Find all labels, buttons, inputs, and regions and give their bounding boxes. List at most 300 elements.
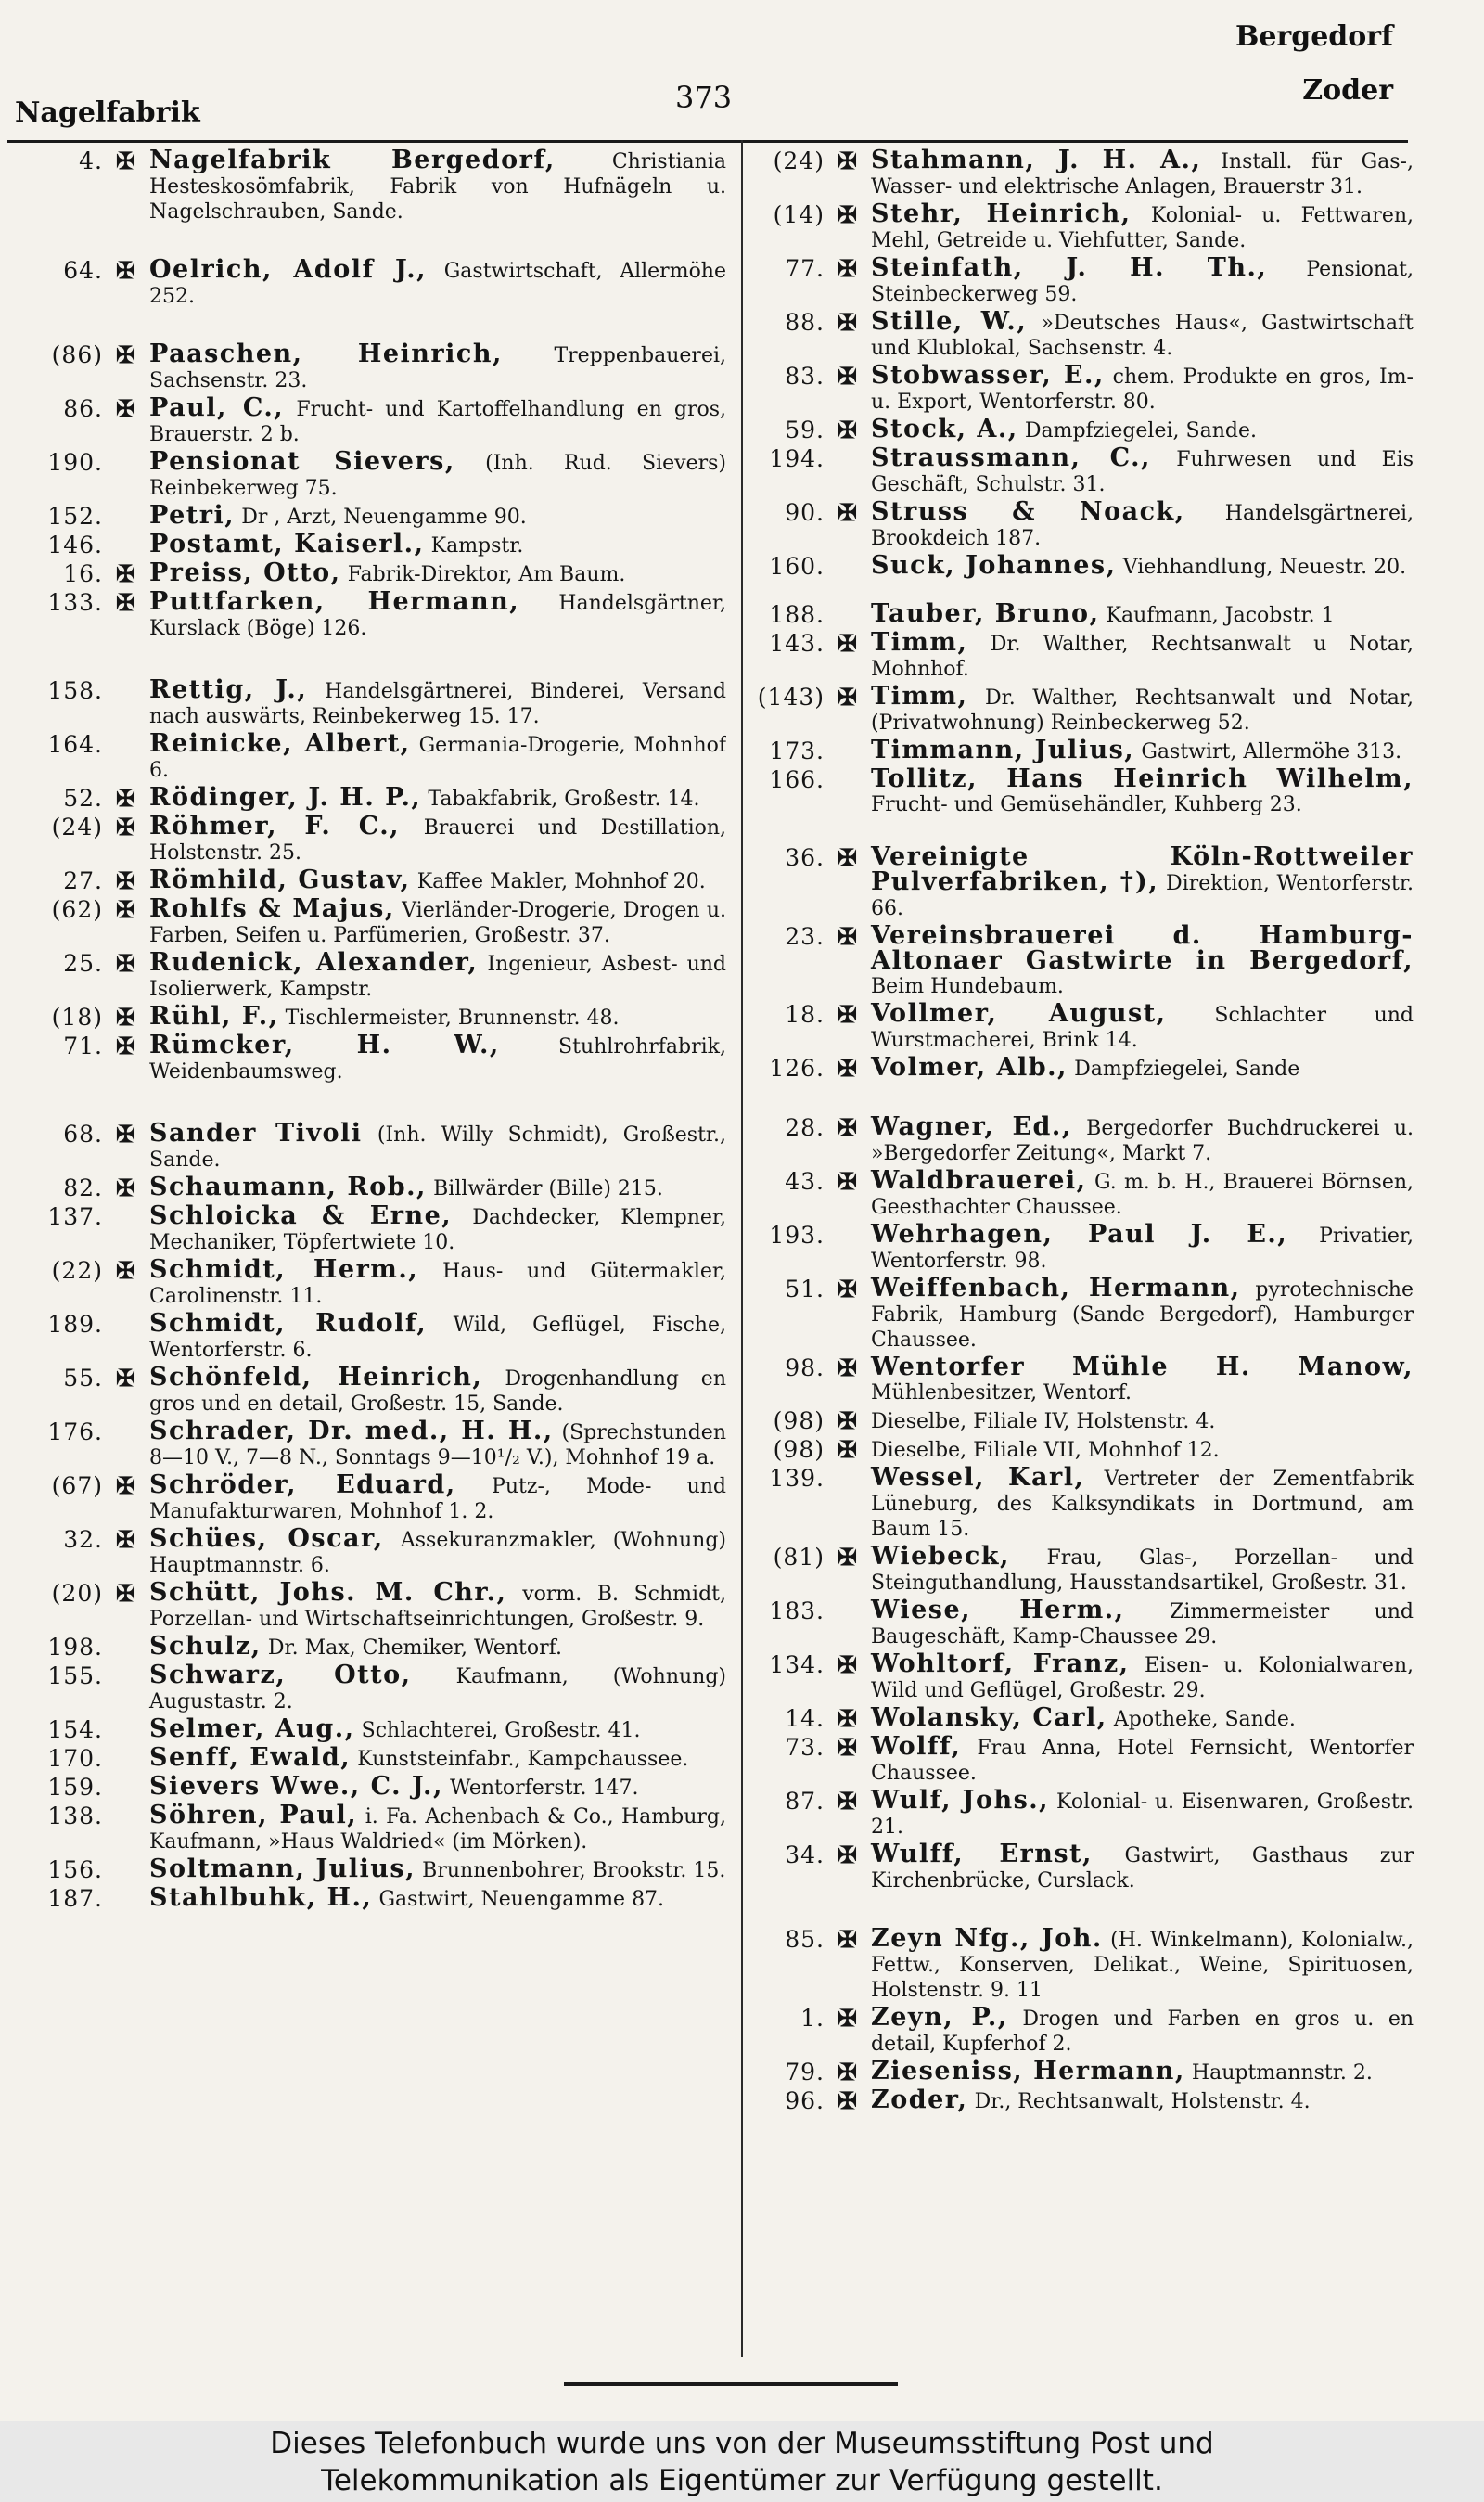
entry-name: Soltmann, Julius, xyxy=(149,1854,416,1883)
entry-text xyxy=(871,599,1414,628)
phone-number: 1. xyxy=(800,2005,825,2032)
directory-entry xyxy=(7,1033,726,1084)
directory-entry xyxy=(753,921,1414,999)
entry-description: Install. für Gas-, Wasser- und elektrische Anlagen, Brauerstr 31. xyxy=(871,150,1414,199)
entry-description: Dampfziegelei, Sande. xyxy=(1024,419,1257,443)
entry-description: Dachdecker, Klempner, Mechaniker, Töpfertwiete 10. xyxy=(149,1206,726,1254)
entry-description: Brunnenbohrer, Brookstr. 15. xyxy=(422,1859,726,1882)
phone-number: (67) xyxy=(51,1472,103,1499)
phone-number: 170. xyxy=(47,1745,103,1772)
phone-number: 166. xyxy=(769,766,825,793)
phone-number: 28. xyxy=(785,1114,825,1141)
entry-name: Wagner, Ed., xyxy=(871,1112,1072,1141)
directory-entry xyxy=(7,1663,726,1714)
directory-entry xyxy=(7,894,726,948)
entry-name: Wessel, Karl, xyxy=(871,1463,1085,1492)
directory-entry xyxy=(753,1408,1414,1434)
entry-name: Petri, xyxy=(149,501,236,530)
entry-name: Wiese, Herm., xyxy=(871,1596,1125,1624)
entry-text xyxy=(149,868,726,894)
directory-entry xyxy=(753,417,1414,443)
entry-description: Treppenbauerei, Sachsenstr. 23. xyxy=(149,344,726,392)
entry-text xyxy=(149,501,726,530)
entry-description: Putz-, Mode- und Manufakturwaren, Mohnhof 1. 2. xyxy=(149,1475,726,1523)
entry-name: Schrader, Dr. med., H. H., xyxy=(149,1417,554,1445)
phone-number: 68. xyxy=(63,1121,103,1148)
directory-entry xyxy=(7,1201,726,1255)
entry-name: Zieseniss, Hermann, xyxy=(871,2057,1185,2085)
directory-entry xyxy=(753,497,1414,551)
entry-description: Handelsgärtnerei, Binderei, Versand nach auswärts, Reinbekerweg 15. 17. xyxy=(149,680,726,728)
registry-mark-icon: ✠ xyxy=(838,630,857,657)
registry-mark-icon: ✠ xyxy=(116,950,135,977)
entry-name: Zeyn, P., xyxy=(871,2003,1008,2032)
entry-text xyxy=(871,999,1414,1053)
directory-entry xyxy=(7,1419,726,1470)
entry-name: Stahlbuhk, H., xyxy=(149,1883,373,1912)
entry-name: Suck, Johannes, xyxy=(871,551,1117,580)
entry-name: Wohltorf, Franz, xyxy=(871,1649,1130,1678)
phone-number: (86) xyxy=(51,341,103,368)
entry-text xyxy=(871,921,1414,999)
entry-description: i. Fa. Achenbach & Co., Hamburg, Kaufmann, »Haus Waldried« (im Mörken). xyxy=(149,1805,726,1854)
phone-number: 189. xyxy=(47,1311,103,1338)
entry-name: Paaschen, Heinrich, xyxy=(149,340,503,368)
phone-number: 73. xyxy=(785,1734,825,1761)
entry-description: (H. Winkelmann), Kolonialw., Fettw., Konserven, Delikat., Weine, Spirituosen, Holstenstr. 9. 11 xyxy=(871,1929,1414,2002)
phone-number: 133. xyxy=(47,589,103,616)
entry-description: G. m. b. H., Brauerei Börnsen, Geesthachter Chaussee. xyxy=(871,1171,1414,1219)
entry-name: Steinfath, J. H. Th., xyxy=(871,253,1268,282)
entry-name: Schües, Oscar, xyxy=(149,1524,384,1553)
directory-entry xyxy=(753,682,1414,736)
directory-entry xyxy=(753,199,1414,253)
entry-text xyxy=(871,1220,1414,1274)
entry-description: Dr. Walther, Rechtsanwalt und Notar, (Privatwohnung) Reinbeckerweg 52. xyxy=(871,686,1414,735)
phone-number: 137. xyxy=(47,1203,103,1230)
registry-mark-icon: ✠ xyxy=(116,257,135,284)
entry-description: (Inh. Rud. Sievers) Reinbekerweg 75. xyxy=(149,452,726,500)
entry-text xyxy=(149,558,726,587)
entry-text xyxy=(149,1255,726,1309)
registry-mark-icon: ✠ xyxy=(838,499,857,526)
registry-mark-icon: ✠ xyxy=(116,814,135,840)
entry-description: Viehhandlung, Neuestr. 20. xyxy=(1122,556,1407,579)
phone-number: 55. xyxy=(63,1365,103,1392)
entry-name: Sievers Wwe., C. J., xyxy=(149,1772,443,1801)
registry-mark-icon: ✠ xyxy=(838,1354,857,1381)
directory-entry xyxy=(753,2003,1414,2057)
entry-description: Handelsgärtner, Kurslack (Böge) 126. xyxy=(149,592,726,640)
entry-description: Brauerei und Destillation, Holstenstr. 25. xyxy=(149,816,726,865)
entry-name: Wulf, Johs., xyxy=(871,1786,1050,1815)
entry-text xyxy=(871,1542,1414,1596)
entry-name: Römhild, Gustav, xyxy=(149,866,411,894)
registry-mark-icon: ✠ xyxy=(838,1436,857,1463)
registry-mark-icon: ✠ xyxy=(116,148,135,174)
entry-description: Fabrik-Direktor, Am Baum. xyxy=(347,563,626,586)
phone-number: 164. xyxy=(47,731,103,758)
entry-name: Schmidt, Herm., xyxy=(149,1255,419,1284)
entry-name: Sander Tivoli xyxy=(149,1119,363,1148)
directory-entry xyxy=(753,628,1414,682)
phone-number: 18. xyxy=(785,1001,825,1028)
registry-mark-icon: ✠ xyxy=(116,1365,135,1392)
entry-description: Schlachter und Wurstmacherei, Brink 14. xyxy=(871,1004,1414,1052)
registry-mark-icon: ✠ xyxy=(116,341,135,368)
entry-description: Gastwirt, Neuengamme 87. xyxy=(378,1888,665,1911)
entry-description: Mühlenbesitzer, Wentorf. xyxy=(871,1381,1132,1405)
phone-number: (20) xyxy=(51,1580,103,1607)
directory-entry xyxy=(7,1309,726,1363)
entry-text xyxy=(149,447,726,501)
registry-mark-icon: ✠ xyxy=(838,1651,857,1678)
directory-entry xyxy=(753,551,1414,580)
entry-text xyxy=(871,1842,1414,1893)
entry-text xyxy=(871,1732,1414,1786)
entry-name: Volmer, Alb., xyxy=(871,1053,1068,1082)
directory-entry xyxy=(7,675,726,729)
entry-text xyxy=(149,1743,726,1772)
entry-text xyxy=(871,1274,1414,1353)
entry-name: Zoder, xyxy=(871,2085,968,2114)
entry-text xyxy=(871,2085,1414,2114)
entry-description: Dr. Walther, Rechtsanwalt u Notar, Mohnhof. xyxy=(871,633,1414,681)
directory-entry xyxy=(7,1743,726,1772)
directory-entry xyxy=(7,532,726,558)
entry-name: Schloicka & Erne, xyxy=(149,1201,453,1230)
entry-name: Schütt, Johs. M. Chr., xyxy=(149,1578,507,1607)
directory-entry xyxy=(7,783,726,812)
directory-entry xyxy=(7,1524,726,1578)
entry-description: Germania-Drogerie, Mohnhof 6. xyxy=(149,734,726,782)
phone-number: 139. xyxy=(769,1465,825,1492)
registry-mark-icon: ✠ xyxy=(838,1841,857,1868)
registry-mark-icon: ✠ xyxy=(116,589,135,616)
phone-number: (22) xyxy=(51,1257,103,1284)
directory-entry xyxy=(7,587,726,641)
registry-mark-icon: ✠ xyxy=(838,148,857,174)
directory-entry xyxy=(7,1803,726,1854)
registry-mark-icon: ✠ xyxy=(116,1004,135,1031)
entry-text xyxy=(149,1419,726,1470)
entry-text xyxy=(149,1002,726,1031)
registry-mark-icon: ✠ xyxy=(838,363,857,390)
entry-description: Kolonial- u. Eisenwaren, Großestr. 21. xyxy=(871,1790,1414,1839)
directory-entry xyxy=(7,1632,726,1661)
entry-description: Schlachterei, Großestr. 41. xyxy=(361,1719,641,1742)
phone-number: 198. xyxy=(47,1634,103,1661)
entry-name: Preiss, Otto, xyxy=(149,558,341,587)
entry-text xyxy=(871,1166,1414,1220)
phone-number: (98) xyxy=(773,1407,825,1434)
entry-text xyxy=(871,199,1414,253)
entry-description: Eisen- u. Kolonialwaren, Wild und Geflügel, Großestr. 29. xyxy=(871,1654,1414,1702)
phone-number: 87. xyxy=(785,1788,825,1815)
directory-entry xyxy=(7,255,726,309)
entry-description: Kaufmann, Jacobstr. 1 xyxy=(1106,604,1335,627)
registry-mark-icon: ✠ xyxy=(838,1055,857,1082)
registry-mark-icon: ✠ xyxy=(116,896,135,923)
registry-mark-icon: ✠ xyxy=(838,2005,857,2032)
directory-entry xyxy=(7,1854,726,1883)
phone-number: 154. xyxy=(47,1716,103,1743)
directory-entry xyxy=(753,764,1414,817)
entry-text xyxy=(149,1363,726,1417)
entry-text xyxy=(871,1408,1414,1434)
phone-number: 52. xyxy=(63,785,103,812)
directory-entry xyxy=(7,1714,726,1743)
directory-entry xyxy=(753,738,1414,764)
directory-entry xyxy=(7,1363,726,1417)
entry-description: Assekuranzmakler, (Wohnung) Hauptmannstr. 6. xyxy=(149,1529,726,1577)
entry-name: Rohlfs & Majus, xyxy=(149,894,395,923)
entry-description: Frucht- und Kartoffelhandlung en gros, Brauerstr. 2 b. xyxy=(149,398,726,446)
phone-number: 160. xyxy=(769,553,825,580)
entry-description: Frucht- und Gemüsehändler, Kuhberg 23. xyxy=(871,793,1302,816)
entry-name: Schaumann, Rob., xyxy=(149,1173,427,1201)
phone-number: 71. xyxy=(63,1033,103,1059)
phone-number: 152. xyxy=(47,503,103,530)
directory-entry xyxy=(753,1542,1414,1596)
entry-text xyxy=(149,1854,726,1883)
registry-mark-icon: ✠ xyxy=(838,2059,857,2085)
header-left-keyword: Nagelfabrik xyxy=(15,96,200,129)
entry-description: Dr., Rechtsanwalt, Holstenstr. 4. xyxy=(974,2090,1311,2113)
directory-entry xyxy=(7,447,726,501)
entry-text xyxy=(149,255,726,309)
phone-number: 88. xyxy=(785,309,825,336)
entry-description: Tabakfabrik, Großestr. 14. xyxy=(428,788,700,811)
entry-text xyxy=(871,1437,1414,1463)
entry-text xyxy=(149,1883,726,1912)
right-column xyxy=(753,148,1414,2347)
phone-number: 85. xyxy=(785,1926,825,1953)
entry-name: Stobwasser, E., xyxy=(871,361,1105,390)
directory-entry xyxy=(753,1703,1414,1732)
phone-number: (18) xyxy=(51,1004,103,1031)
entry-name: Tollitz, Hans Heinrich Wilhelm, xyxy=(871,764,1414,793)
phone-number: 23. xyxy=(785,923,825,950)
phone-number: 176. xyxy=(47,1418,103,1445)
entry-name: Stock, A., xyxy=(871,415,1018,443)
directory-entry xyxy=(753,1274,1414,1353)
phone-number: (81) xyxy=(773,1544,825,1571)
phone-number: 194. xyxy=(769,445,825,472)
entry-description: Gastwirt, Gasthaus zur Kirchenbrücke, Curslack. xyxy=(871,1844,1414,1893)
entry-description: Gastwirtschaft, Allermöhe 252. xyxy=(149,260,726,308)
entry-description: Drogenhandlung en gros und en detail, Großestr. 15, Sande. xyxy=(149,1367,726,1416)
phone-number: 134. xyxy=(769,1651,825,1678)
phone-number: 77. xyxy=(785,255,825,282)
directory-entry xyxy=(7,1883,726,1912)
directory-entry xyxy=(753,1053,1414,1082)
entry-text xyxy=(871,842,1414,921)
directory-entry xyxy=(7,729,726,783)
phone-number: (24) xyxy=(51,814,103,840)
registry-mark-icon: ✠ xyxy=(838,1276,857,1302)
entry-text xyxy=(149,1175,726,1201)
entry-text xyxy=(871,361,1414,415)
entry-text xyxy=(149,587,726,641)
entry-text xyxy=(149,342,726,393)
registry-mark-icon: ✠ xyxy=(838,684,857,711)
directory-entry xyxy=(753,1924,1414,2003)
entry-description: Gastwirt, Allermöhe 313. xyxy=(1141,740,1402,763)
entry-text xyxy=(871,1703,1414,1732)
registry-mark-icon: ✠ xyxy=(116,395,135,422)
phone-number: 190. xyxy=(47,449,103,476)
directory-entry xyxy=(7,1578,726,1632)
entry-text xyxy=(871,443,1414,497)
entry-text xyxy=(149,1714,726,1743)
phone-number: 90. xyxy=(785,499,825,526)
directory-entry xyxy=(753,307,1414,361)
directory-entry xyxy=(753,1463,1414,1542)
entry-name: Struss & Noack, xyxy=(871,497,1185,526)
entry-name: Wiebeck, xyxy=(871,1542,1010,1571)
registry-mark-icon: ✠ xyxy=(116,1257,135,1284)
phone-number: 187. xyxy=(47,1885,103,1912)
entry-text xyxy=(149,1119,726,1173)
registry-mark-icon: ✠ xyxy=(838,1788,857,1815)
entry-description: Drogen und Farben en gros u. en detail, Kupferhof 2. xyxy=(871,2008,1414,2056)
directory-entry xyxy=(7,1470,726,1524)
entry-description: Frau Anna, Hotel Fernsicht, Wentorfer Chaussee. xyxy=(871,1737,1414,1785)
phone-number: 146. xyxy=(47,532,103,558)
entry-name: Wehrhagen, Paul J. E., xyxy=(871,1220,1288,1249)
directory-entry xyxy=(7,1119,726,1173)
registry-mark-icon: ✠ xyxy=(838,201,857,228)
entry-name: Rudenick, Alexander, xyxy=(149,948,479,977)
phone-number: (143) xyxy=(757,684,825,711)
entry-text xyxy=(871,1053,1414,1082)
phone-number: 14. xyxy=(785,1705,825,1732)
directory-entry xyxy=(753,361,1414,415)
footer-line-1: Dieses Telefonbuch wurde uns von der Museumsstiftung Post und xyxy=(270,2427,1214,2460)
phone-number: (24) xyxy=(773,148,825,174)
phone-number: 183. xyxy=(769,1597,825,1624)
registry-mark-icon: ✠ xyxy=(838,1001,857,1028)
directory-entry xyxy=(7,1002,726,1031)
entry-description: Dieselbe, Filiale IV, Holstenstr. 4. xyxy=(871,1410,1216,1433)
phone-number: 16. xyxy=(63,560,103,587)
phone-number: 188. xyxy=(769,601,825,628)
entry-text xyxy=(149,1772,726,1801)
registry-mark-icon: ✠ xyxy=(838,1544,857,1571)
entry-text xyxy=(149,1201,726,1255)
entry-text xyxy=(871,1786,1414,1840)
entry-description: vorm. B. Schmidt, Porzellan- und Wirtschaftseinrichtungen, Großestr. 9. xyxy=(149,1583,726,1631)
entry-description: Kolonial- u. Fettwaren, Mehl, Getreide u. Viehfutter, Sande. xyxy=(871,204,1414,252)
directory-entry xyxy=(7,1772,726,1801)
phone-number: (62) xyxy=(51,896,103,923)
directory-entry xyxy=(753,599,1414,628)
entry-name: Reinicke, Albert, xyxy=(149,729,411,758)
entry-name: Tauber, Bruno, xyxy=(871,599,1100,628)
phone-number: 155. xyxy=(47,1662,103,1689)
entry-name: Rümcker, H. W., xyxy=(149,1031,500,1059)
phone-number: 98. xyxy=(785,1354,825,1381)
directory-entry xyxy=(7,393,726,447)
entry-description: Vierländer-Drogerie, Drogen u. Farben, Seifen u. Parfümerien, Großestr. 37. xyxy=(149,899,726,947)
directory-entry xyxy=(753,253,1414,307)
directory-entry xyxy=(7,501,726,530)
registry-mark-icon: ✠ xyxy=(838,417,857,443)
phone-number: 143. xyxy=(769,630,825,657)
entry-text xyxy=(871,628,1414,682)
entry-text xyxy=(871,551,1414,580)
entry-text xyxy=(149,1803,726,1854)
directory-entry xyxy=(753,1649,1414,1703)
entry-text xyxy=(149,532,726,558)
phone-number: 96. xyxy=(785,2087,825,2114)
directory-entry xyxy=(7,148,726,225)
directory-entry xyxy=(7,558,726,587)
entry-name: Senff, Ewald, xyxy=(149,1743,352,1772)
entry-text xyxy=(871,417,1414,443)
header-right-place: Bergedorf xyxy=(1235,20,1393,53)
phone-number: 82. xyxy=(63,1174,103,1201)
entry-description: Zimmermeister und Baugeschäft, Kamp-Chaussee 29. xyxy=(871,1600,1414,1649)
directory-entry xyxy=(753,1437,1414,1463)
entry-name: Söhren, Paul, xyxy=(149,1801,358,1829)
registry-mark-icon: ✠ xyxy=(838,1114,857,1141)
entry-description: Stuhlrohrfabrik, Weidenbaumsweg. xyxy=(149,1035,726,1084)
directory-entry xyxy=(7,812,726,866)
entry-name: Wulff, Ernst, xyxy=(871,1840,1093,1868)
entry-description: Wentorferstr. 147. xyxy=(450,1777,639,1800)
directory-entry xyxy=(753,148,1414,199)
phone-number: 138. xyxy=(47,1803,103,1829)
entry-description: Hauptmannstr. 2. xyxy=(1191,2061,1373,2085)
phone-number: 158. xyxy=(47,677,103,704)
phone-number: 43. xyxy=(785,1168,825,1195)
phone-number: 34. xyxy=(785,1841,825,1868)
registry-mark-icon: ✠ xyxy=(116,867,135,894)
entry-name: Schwarz, Otto, xyxy=(149,1661,412,1689)
entry-name: Stahmann, J. H. A., xyxy=(871,148,1202,174)
entry-description: Dieselbe, Filiale VII, Mohnhof 12. xyxy=(871,1439,1220,1462)
entry-description: Beim Hundebaum. xyxy=(871,975,1064,998)
entry-description: Privatier, Wentorferstr. 98. xyxy=(871,1225,1414,1273)
entry-name: Waldbrauerei, xyxy=(871,1166,1087,1195)
entry-text xyxy=(149,783,726,812)
entry-name: Paul, C., xyxy=(149,393,285,422)
entry-text xyxy=(871,2059,1414,2085)
phone-number: (98) xyxy=(773,1436,825,1463)
page-number: 373 xyxy=(675,80,733,115)
entry-name: Postamt, Kaiserl., xyxy=(149,530,425,558)
entry-text xyxy=(871,307,1414,361)
entry-name: Schröder, Eduard, xyxy=(149,1470,456,1499)
entry-text xyxy=(871,764,1414,817)
entry-name: Stille, W., xyxy=(871,307,1028,336)
entry-description: (Inh. Willy Schmidt), Großestr., Sande. xyxy=(149,1123,726,1172)
entry-text xyxy=(149,1632,726,1661)
entry-description: Kunststeinfabr., Kampchaussee. xyxy=(357,1748,689,1771)
entry-text xyxy=(149,894,726,948)
registry-mark-icon: ✠ xyxy=(838,1926,857,1953)
entry-name: Timm, xyxy=(871,628,968,657)
footer-note xyxy=(0,2421,1484,2502)
entry-text xyxy=(149,1309,726,1363)
entry-description: Handelsgärtnerei, Brookdeich 187. xyxy=(871,502,1414,550)
registry-mark-icon: ✠ xyxy=(838,1705,857,1732)
entry-name: Vereinsbrauerei d. Hamburg-Altonaer Gastwirte in Bergedorf, xyxy=(871,921,1414,975)
end-rule xyxy=(564,2382,898,2386)
entry-description: Apotheke, Sande. xyxy=(1113,1708,1296,1731)
